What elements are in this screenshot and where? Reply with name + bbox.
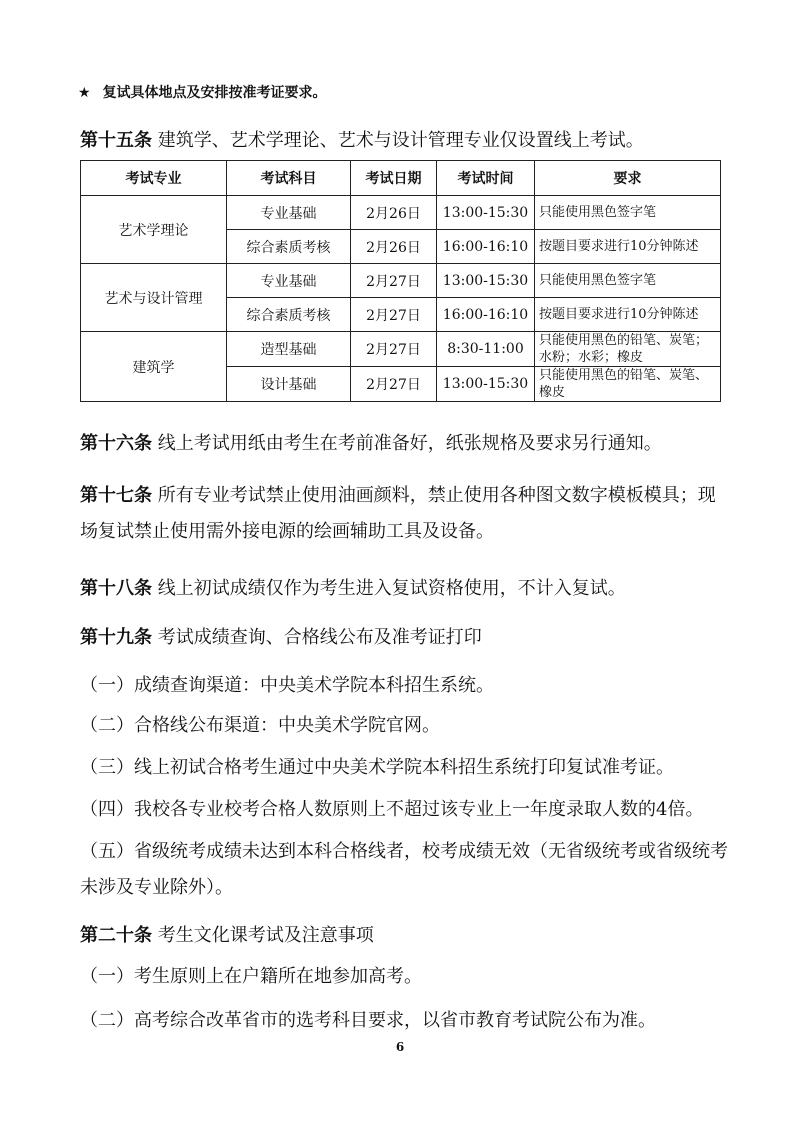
article-label: 第十八条	[80, 578, 152, 599]
major-cell: 艺术学理论	[81, 196, 227, 264]
date-cell: 2月26日	[351, 230, 437, 264]
subject-cell: 综合素质考核	[227, 230, 351, 264]
table-header-row	[81, 161, 721, 196]
star-icon: ★	[78, 85, 91, 101]
article-17	[80, 478, 730, 550]
header-date: 考试日期	[351, 161, 437, 196]
page-number: 6	[395, 1040, 405, 1054]
subject-cell: 专业基础	[227, 196, 351, 230]
time-cell: 16:00-16:10	[437, 298, 535, 332]
article-label: 第十七条	[80, 485, 152, 506]
requirement-cell: 按题目要求进行10分钟陈述	[535, 230, 721, 264]
date-cell: 2月27日	[351, 367, 437, 402]
time-cell: 8:30-11:00	[437, 332, 535, 367]
list-item: （三）线上初试合格考生通过中央美术学院本科招生系统打印复试准考证。	[80, 757, 674, 778]
notice-text: 复试具体地点及安排按准考证要求。	[102, 85, 327, 101]
major-cell: 建筑学	[81, 332, 227, 402]
requirement-cell: 只能使用黑色签字笔	[535, 264, 721, 298]
requirement-cell: 只能使用黑色的铅笔、炭笔；水粉；水彩；橡皮	[535, 332, 721, 367]
header-requirement: 要求	[535, 161, 721, 196]
article-20	[80, 925, 730, 947]
requirement-cell: 只能使用黑色签字笔	[535, 196, 721, 230]
article-text: 考生文化课考试及注意事项	[157, 925, 374, 946]
table-row	[81, 332, 721, 367]
major-cell: 艺术与设计管理	[81, 264, 227, 332]
article-label: 第十五条	[80, 130, 152, 151]
article-text: 线上考试用纸由考生在考前准备好，纸张规格及要求另行通知。	[157, 433, 662, 454]
article-label: 第十九条	[80, 627, 152, 648]
article-19	[80, 627, 730, 649]
list-item: （二）合格线公布渠道：中央美术学院官网。	[80, 715, 440, 736]
list-item: （一）成绩查询渠道：中央美术学院本科招生系统。	[80, 675, 494, 696]
time-cell: 13:00-15:30	[437, 367, 535, 402]
date-cell: 2月26日	[351, 196, 437, 230]
list-item: （五）省级统考成绩未达到本科合格线者，校考成绩无效（无省级统考或省级统考未涉及专业除外）。	[80, 841, 728, 898]
list-item: （二）高考综合改革省市的选考科目要求，以省市教育考试院公布为准。	[80, 1010, 656, 1031]
date-cell: 2月27日	[351, 264, 437, 298]
header-major: 考试专业	[81, 161, 227, 196]
time-cell: 16:00-16:10	[437, 230, 535, 264]
time-cell: 13:00-15:30	[437, 264, 535, 298]
date-cell: 2月27日	[351, 332, 437, 367]
list-item: （四）我校各专业校考合格人数原则上不超过该专业上一年度录取人数的4倍。	[80, 799, 704, 820]
list-item: （一）考生原则上在户籍所在地参加高考。	[80, 966, 422, 987]
table-row	[81, 264, 721, 298]
article-text: 所有专业考试禁止使用油画颜料，禁止使用各种图文数字模板模具；现场复试禁止使用需外接电源的绘画辅助工具及设备。	[80, 485, 716, 542]
exam-schedule-table	[80, 160, 721, 402]
notice-line	[78, 82, 327, 102]
requirement-cell: 按题目要求进行10分钟陈述	[535, 298, 721, 332]
article-text: 考试成绩查询、合格线公布及准考证打印	[157, 627, 482, 648]
subject-cell: 专业基础	[227, 264, 351, 298]
article-15	[80, 130, 730, 152]
header-time: 考试时间	[437, 161, 535, 196]
article-label: 第二十条	[80, 925, 152, 946]
article-text: 线上初试成绩仅作为考生进入复试资格使用，不计入复试。	[157, 578, 626, 599]
time-cell: 13:00-15:30	[437, 196, 535, 230]
article-text: 建筑学、艺术学理论、艺术与设计管理专业仅设置线上考试。	[157, 130, 644, 151]
requirement-cell: 只能使用黑色的铅笔、炭笔、橡皮	[535, 367, 721, 402]
date-cell: 2月27日	[351, 298, 437, 332]
header-subject: 考试科目	[227, 161, 351, 196]
subject-cell: 设计基础	[227, 367, 351, 402]
table-row	[81, 196, 721, 230]
article-label: 第十六条	[80, 433, 152, 454]
article-16	[80, 433, 730, 455]
article-18	[80, 578, 730, 600]
subject-cell: 综合素质考核	[227, 298, 351, 332]
subject-cell: 造型基础	[227, 332, 351, 367]
